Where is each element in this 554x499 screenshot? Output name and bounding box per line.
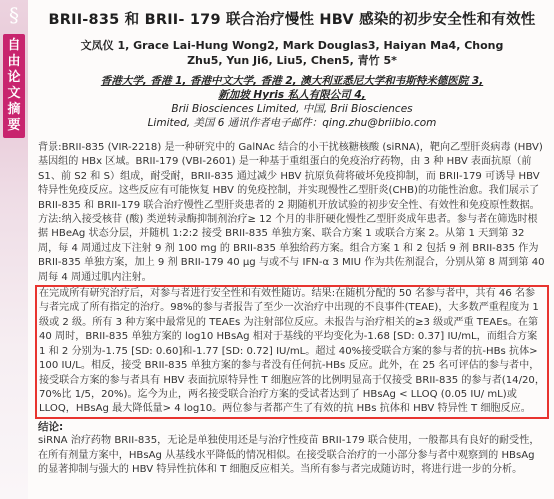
- sidebar: [0, 0, 28, 499]
- section-tag-char: 自: [7, 38, 21, 53]
- affiliation-line: Brii Biosciences Limited, 中国, Brii Biosciences: [171, 103, 413, 115]
- author-list: [38, 38, 546, 68]
- affiliation-line: Limited, 美国 6 通讯作者电子邮件：qing.zhu@briibio.com: [147, 117, 437, 129]
- conclusion-heading: 结论:: [38, 420, 64, 433]
- section-tag-free-abstract: [3, 34, 25, 138]
- section-tag-char: 文: [7, 86, 21, 101]
- results-highlight-box: [35, 285, 549, 419]
- affiliation-line: 新加坡 Hyris 私人有限公司 4,: [218, 89, 366, 101]
- methods-paragraph: 方法:纳入接受核苷 (酸) 类逆转录酶抑制剂治疗≥ 12 个月的非肝硬化慢性乙型肝炎成年患者。参与者在筛选时根据 HBeAg 状态分层，并随机 1:2:2 接受 BRII-835 单独方案、联合方案 1 或联合方案 2。从第 1 天到第 32 周，每 4 周通过皮下注射 9 剂 100 mg 的 BRII-835 单独给药方案。组合方案 1 和 2 包括 9 剂 BRII-835 作为 BRII-835 单独方案，加上 9 剂 BRII-179 40 μg 与或不与 IFN-α 3 MIU 作为共佐剂混合，分别从第 8 周到第 40 周每 4 周通过肌内注射。: [38, 214, 545, 283]
- section-tag-char: 摘: [7, 102, 21, 117]
- affiliation-line: 香港大学, 香港 1, 香港中文大学, 香港 2, 澳大利亚悉尼大学和韦斯特米德医院 3,: [100, 75, 484, 87]
- conclusion-paragraph: siRNA 治疗药物 BRII-835，无论是单独使用还是与治疗性疫苗 BRII-179 联合使用，一般都具有良好的耐受性，在所有剂量方案中，HBsAg 从基线水平降低的情况相似。在接受联合治疗的一小部分参与者中观察到的 HBsAg 的显著抑制与强大的 HBV 特异性抗体和 T 细胞反应相关。当所有参与者完成随访时，将进行进一步的分析。: [38, 435, 540, 475]
- results-paragraph: 在完成所有研究治疗后，对参与者进行安全性和有效性随访。结果:在随机分配的 50 名参与者中，共有 46 名参与者完成了所有指定的治疗。98%的参与者报告了至少一次治疗中出现的不良事件(TEAE)，大多数严重程度为 1 级或 2 级。所有 3 种方案中最常见的 TEAEs 为注射部位反应。未报告与治疗相关的≥3 级或严重 TEAEs。在第 40 周时，BRII-835 单独方案的 log10 HBsAg 相对于基线的平均变化为-1.68 [SD: 0.37] IU/mL，而组合方案 1 和 2 分别为-1.75 [SD: 0.60]和-1.77 [SD: 0.72] IU/mL。超过 40%接受联合方案的参与者的抗-HBs 抗体> 100 IU/L。相反，接受 BRII-835 单独方案的参与者没有任何抗-HBs 反应。此外，在 25 名可评估的参与者中，接受联合方案的参与者具有 HBV 表面抗原特异性 T 细胞应答的比例明显高于仅接受 BRII-835 的参与者(14/20，70%比 1/5，20%)。迄今为止，两名接受联合治疗方案的受试者达到了 HBsAg < LLOQ (0.05 IU/ mL)或 LLOQ，HBsAg 最大降低量> 4 log10。两位参与者都产生了有效的抗 HBs 抗体和 HBV 特异性 T 细胞反应。: [39, 288, 545, 415]
- sidebar-ornament-icon: §: [9, 3, 19, 27]
- author-line: 文凤仪 1, Grace Lai-Hung Wong2, Mark Douglas3, Haiyan Ma4, Chong: [80, 39, 504, 52]
- abstract-body: [38, 141, 546, 477]
- affiliations: [38, 74, 546, 102]
- section-tag-char: 论: [7, 70, 21, 85]
- background-paragraph: 背景:BRII-835 (VIR-2218) 是一种研究中的 GalNAc 结合的小干扰核糖核酸 (siRNA)，靶向乙型肝炎病毒 (HBV) 基因组的 HBx 区域。BRII-179 (VBI-2601) 是一种基于重组蛋白的免疫治疗药物，由 3 种 HBV 表面抗原（前 S1、前 S2 和 S）组成，耐受耐，BRII-835 通过减少 HBV 抗原负荷将破坏免疫抑制，而 BRII-179 可诱导 HBV 特异性免疫反应。这些反应有可能恢复 HBV 的免疫控制，并实现慢性乙型肝炎(CHB)的功能性治愈。我们展示了 BRII-835 和 BRII-179 联合治疗慢性乙型肝炎患者的 2 期随机开放试验的初步安全性、有效性和免疫原性数据。: [38, 142, 543, 211]
- abstract-page: [38, 0, 546, 477]
- section-tag-char: 由: [7, 54, 21, 69]
- author-line: Zhu5, Yun Ji6, Liu5, Chen5, 青竹 5*: [187, 54, 397, 67]
- paper-title: BRII-835 和 BRII- 179 联合治疗慢性 HBV 感染的初步安全性和有效性: [48, 12, 536, 28]
- affiliation-plain: [38, 102, 546, 130]
- section-tag-char: 要: [7, 118, 21, 133]
